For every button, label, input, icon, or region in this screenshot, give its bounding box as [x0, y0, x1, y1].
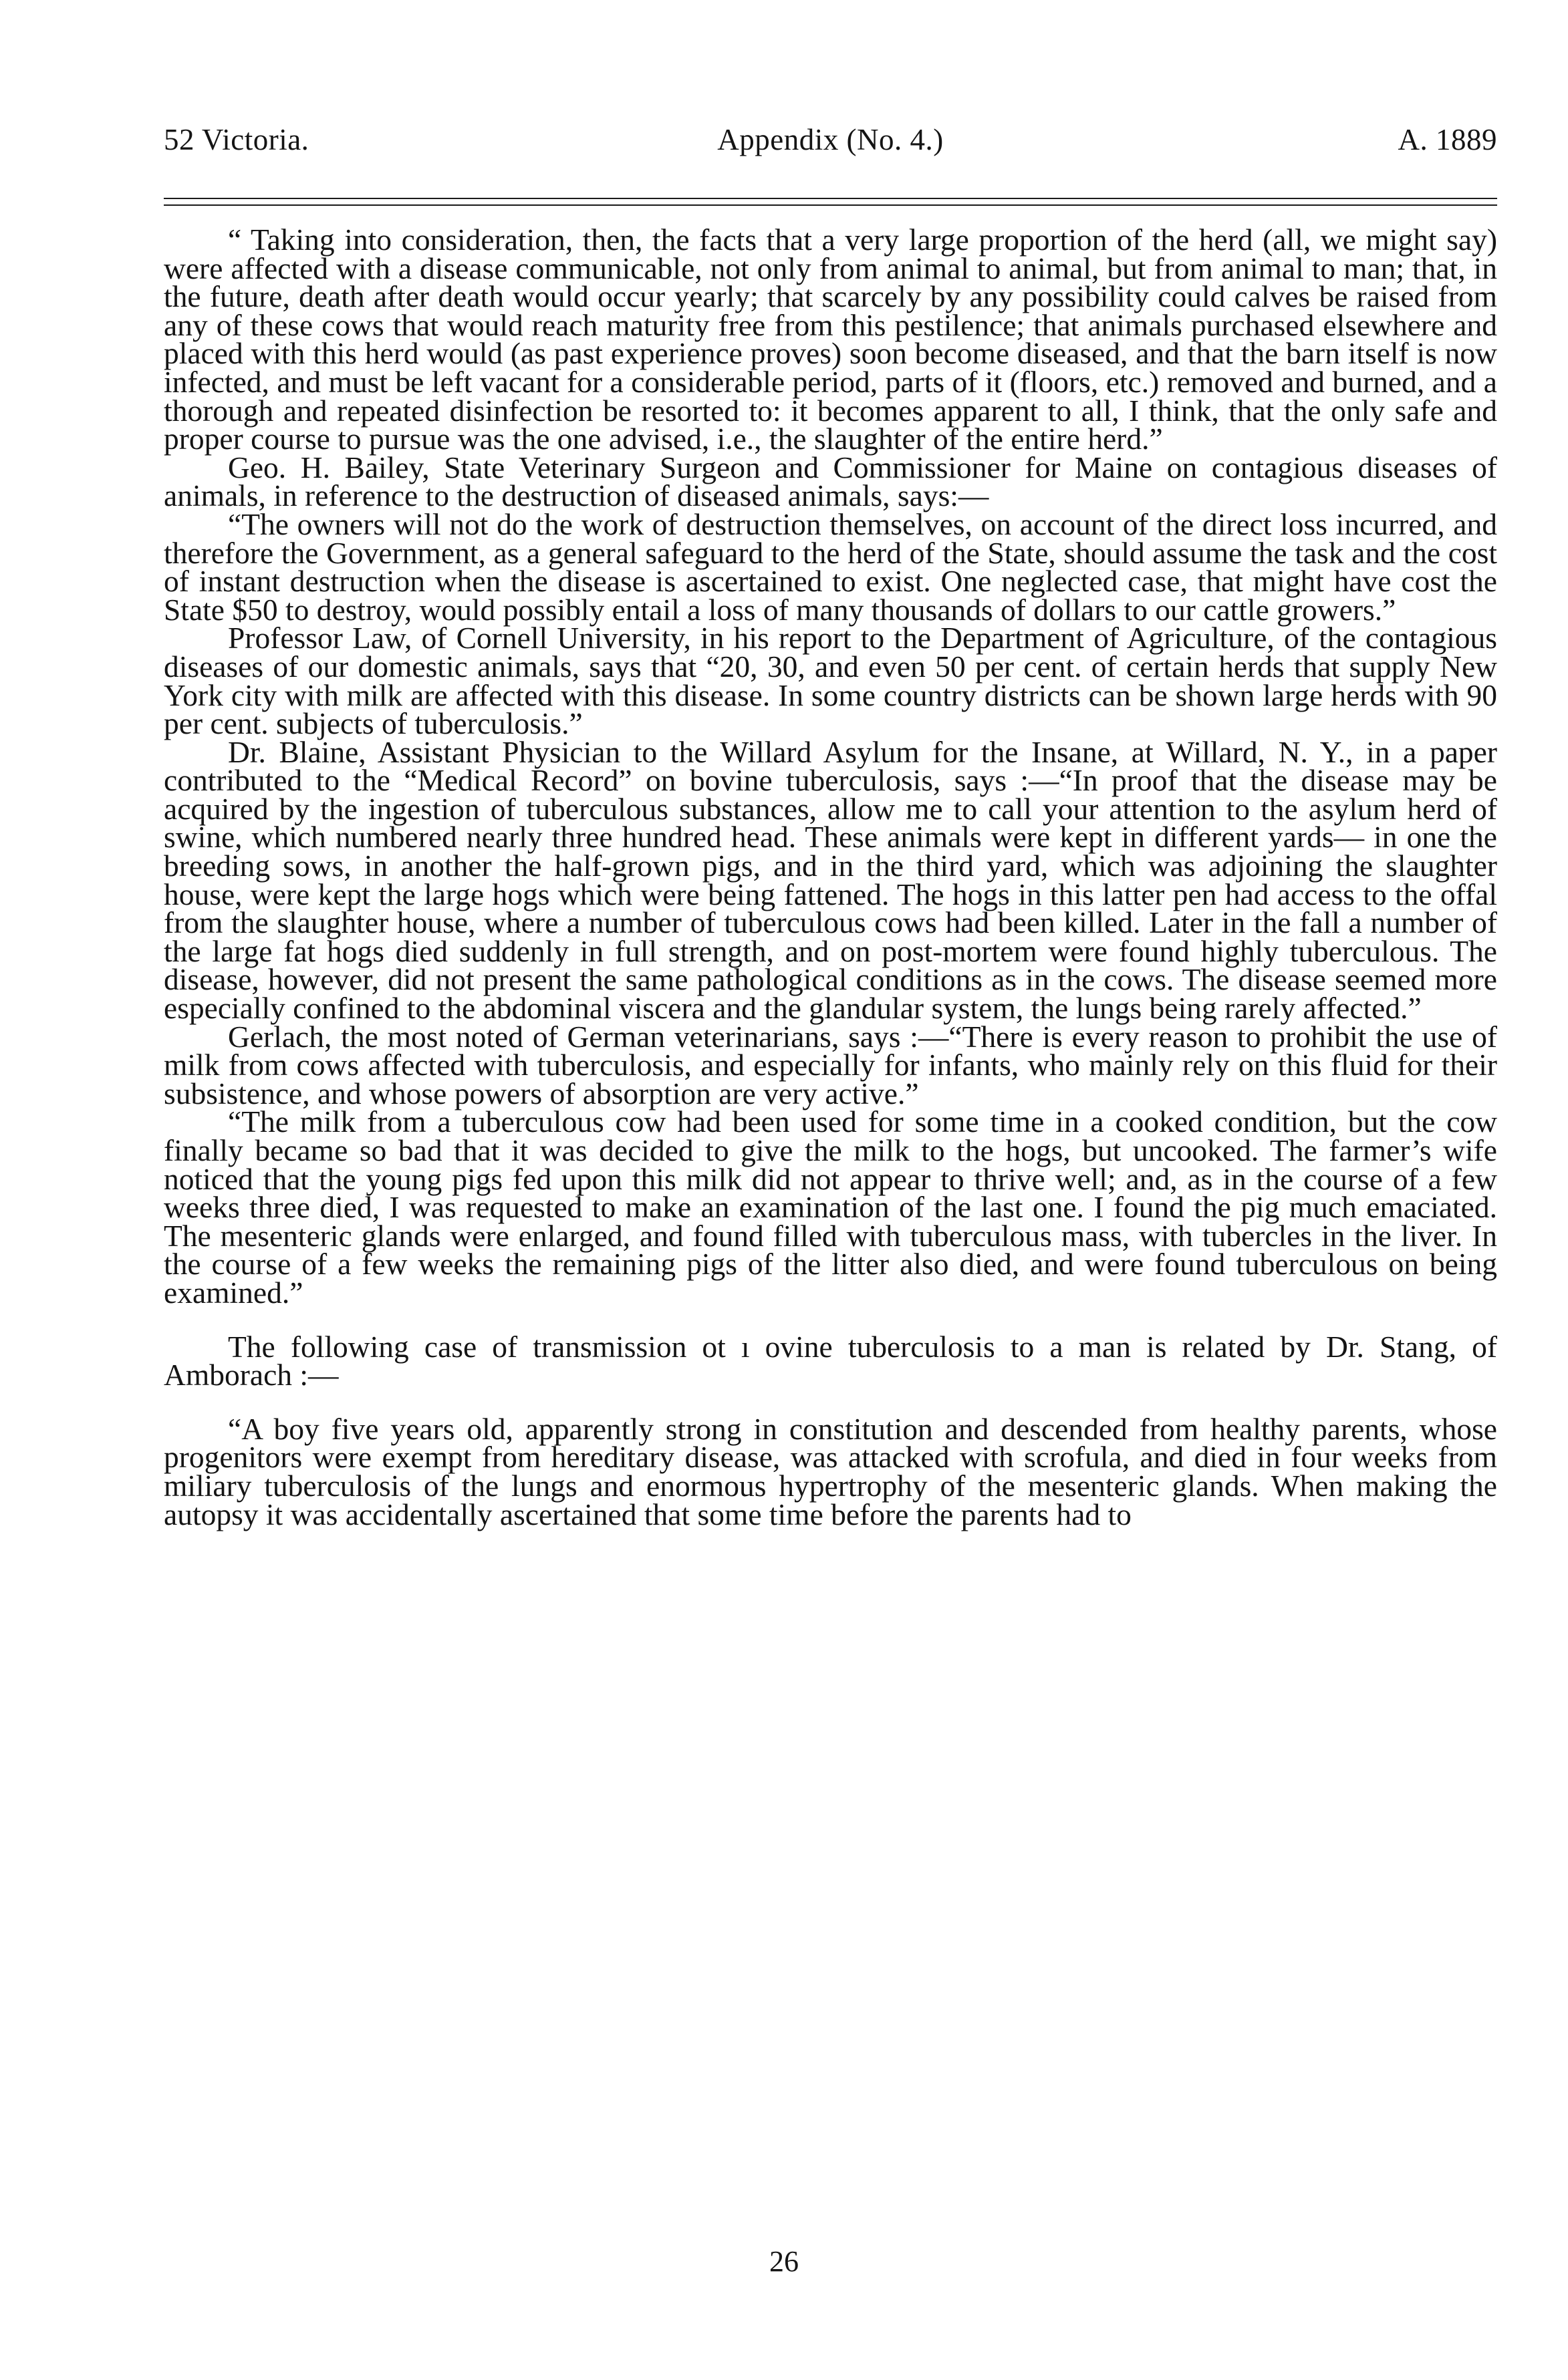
- header-appendix: Appendix (No. 4.): [717, 123, 944, 156]
- paragraph-bailey-quote: “The owners will not do the work of destruction themselves, on account of the direct loss incurred, and therefore the Government, as a general safeguard to the herd of the State, should assume the task and the cost of instant destruction when the disease is ascertained to exist. One neglected case, that might have cost the State $50 to destroy, would possibly entail a loss of many thousands of dollars to our cattle growers.”: [164, 506, 1497, 627]
- paragraph-gerlach: Gerlach, the most noted of German veterinarians, says :—“There is every reason to prohibit the use of milk from cows affected with tuberculosis, and especially for infants, who mainly rely on this fluid for their subsistence, and whose powers of absorption are very active.”: [164, 1019, 1497, 1110]
- header-rule-top: [164, 198, 1497, 199]
- paragraph-boy-case: “A boy five years old, apparently strong in constitution and descended from healthy parents, whose progenitors were exempt from hereditary disease, was attacked with scrofula, and died in four weeks from miliary tuberculosis of the lungs and enormous hypertrophy of the mesenteric glands. When making the autopsy it was accidentally ascertained that some time before the parents had to: [164, 1411, 1497, 1531]
- header-session: 52 Victoria.: [164, 123, 309, 156]
- header-year: A. 1889: [1398, 123, 1497, 156]
- paragraph-stang-intro: The following case of transmission ot ı ovine tuberculosis to a man is related by Dr. Stang, of Amborach :—: [164, 1329, 1497, 1392]
- page-number: 26: [769, 2245, 799, 2278]
- paragraph-milk-case: “The milk from a tuberculous cow had been used for some time in a cooked condition, but the cow finally became so bad that it was decided to give the milk to the hogs, but uncooked. The farmer’s wife noticed that the young pigs fed upon this milk did not appear to thrive well; and, as in the course of a few weeks three died, I was requested to make an examination of the last one. I found the pig much emaciated. The mesenteric glands were enlarged, and found filled with tuberculous mass, with tubercles in the liver. In the course of a few weeks the remaining pigs of the litter also died, and were found tuberculous on being examined.”: [164, 1104, 1497, 1310]
- header-rule-bottom: [164, 204, 1497, 206]
- running-header: [164, 119, 1497, 160]
- paragraph-professor-law: Professor Law, of Cornell University, in his report to the Department of Agriculture, of the contagious diseases of our domestic animals, says that “20, 30, and even 50 per cent. of certain herds that supply New York city with milk are affected with this disease. In some country districts can be shown large herds with 90 per cent. subjects of tuberculosis.”: [164, 621, 1497, 741]
- body-text: [164, 226, 1497, 2284]
- paragraph-herd-slaughter-quote: “ Taking into consideration, then, the facts that a very large proportion of the herd (all, we might say) were affected with a disease communicable, not only from animal to animal, but from animal to man; that, in the future, death after death would occur yearly; that scarcely by any possibility could calves be raised from any of these cows that would reach maturity free from this pestilence; that animals purchased elsewhere and placed with this herd would (as past experience proves) soon become diseased, and that the barn itself is now infected, and must be left vacant for a considerable period, parts of it (floors, etc.) removed and burned, and a thorough and repeated disinfection be resorted to: it becomes apparent to all, I think, that the only safe and proper course to pursue was the one advised, i.e., the slaughter of the entire herd.”: [164, 226, 1497, 456]
- paragraph-bailey-intro: Geo. H. Bailey, State Veterinary Surgeon and Commissioner for Maine on contagious diseases of animals, in reference to the destruction of diseased animals, says:—: [164, 450, 1497, 513]
- paragraph-dr-blaine: Dr. Blaine, Assistant Physician to the Willard Asylum for the Insane, at Willard, N. Y., in a paper contributed to the “Medical Record” on bovine tuberculosis, says :—“In proof that the disease may be acquired by the ingestion of tuberculous substances, allow me to call your attention to the asylum herd of swine, which numbered nearly three hundred head. These animals were kept in different yards— in one the breeding sows, in another the half-grown pigs, and in the third yard, which was adjoining the slaughter house, were kept the large hogs which were being fattened. The hogs in this latter pen had access to the offal from the slaughter house, where a number of tuberculous cows had been killed. Later in the fall a number of the large fat hogs died suddenly in full strength, and on post-mortem were found highly tuberculous. The disease, however, did not present the same pathological conditions as in the cows. The disease seemed more especially confined to the abdominal viscera and the glandular system, the lungs being rarely affected.”: [164, 734, 1497, 1026]
